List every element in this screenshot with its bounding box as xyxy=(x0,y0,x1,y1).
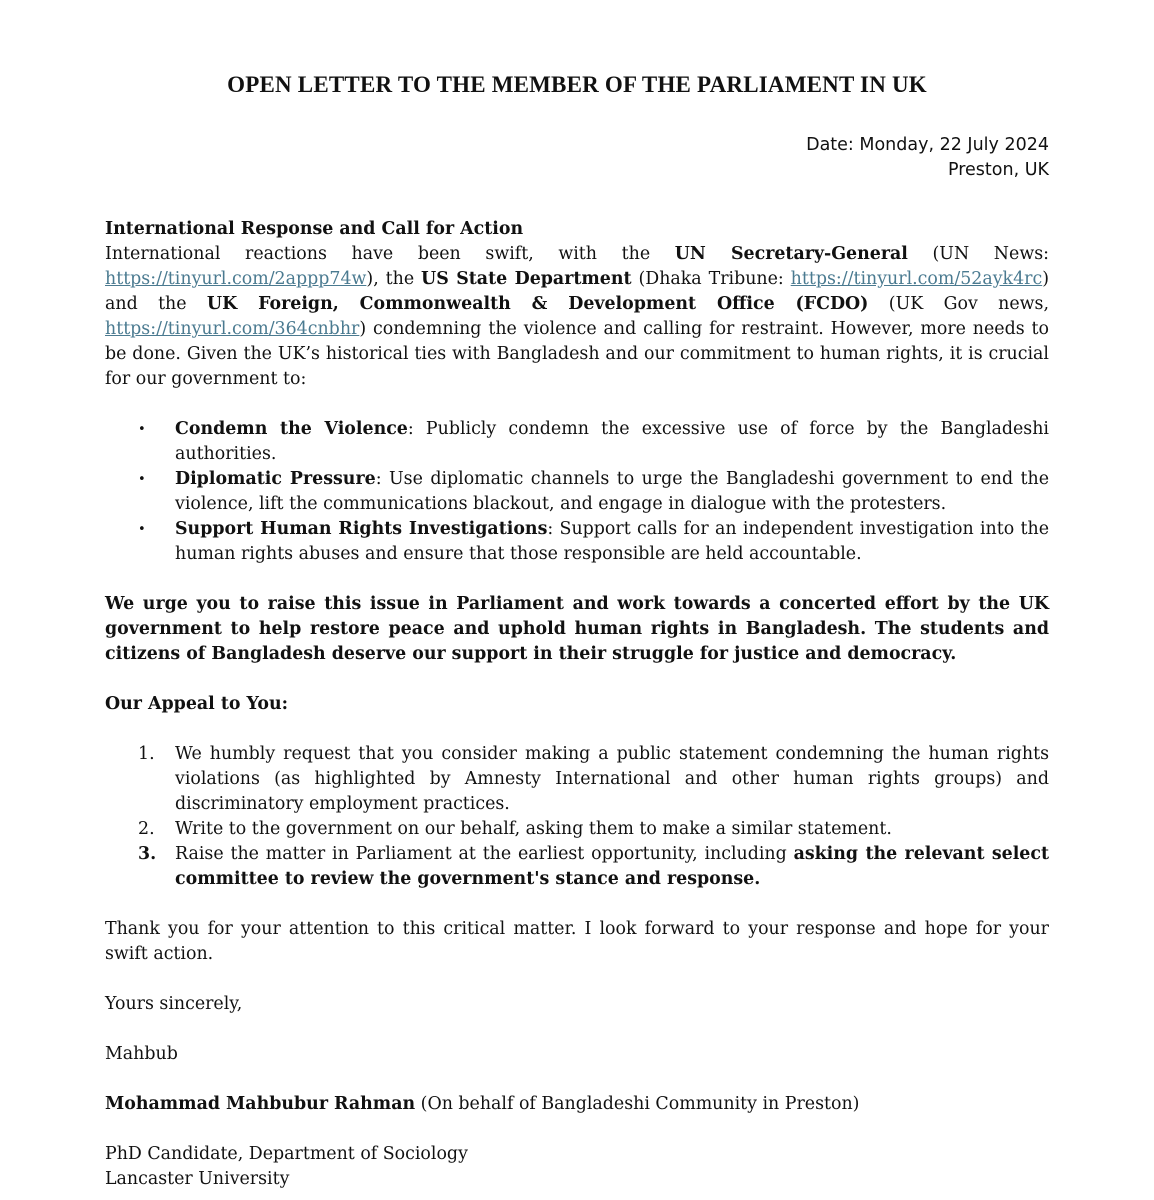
appeal-item xyxy=(105,817,1049,842)
section-heading: International Response and Call for Action xyxy=(105,219,524,239)
letter-body xyxy=(105,217,1049,1192)
closing-line: Yours sincerely, xyxy=(105,994,243,1014)
signer-name: Mohammad Mahbubur Rahman xyxy=(105,1094,416,1114)
dhaka-tribune-link[interactable]: https://tinyurl.com/52ayk4rc xyxy=(790,269,1043,289)
signature: Mahbub xyxy=(105,1044,178,1064)
appeal-item xyxy=(105,742,1049,817)
para-text: (Dhaka Tribune: xyxy=(631,269,791,289)
bullet-title: Diplomatic Pressure xyxy=(175,469,376,489)
appeal-item xyxy=(105,842,1049,892)
uk-fcdo: UK Foreign, Commonwealth & Development Office (FCDO) xyxy=(206,294,869,314)
us-state-department: US State Department xyxy=(421,269,632,289)
thanks-paragraph: Thank you for your attention to this critical matter. I look forward to your response and hope for your swift action. xyxy=(105,919,1049,964)
spacer xyxy=(105,567,1049,592)
signer-line xyxy=(105,1092,1049,1117)
bullet-item xyxy=(105,467,1049,517)
spacer xyxy=(105,717,1049,742)
spacer xyxy=(105,892,1049,917)
bullet-icon: • xyxy=(138,522,146,537)
signer-note: (On behalf of Bangladeshi Community in Preston) xyxy=(415,1094,860,1114)
bullet-title: Support Human Rights Investigations xyxy=(175,519,548,539)
spacer xyxy=(105,1067,1049,1092)
bullet-item xyxy=(105,417,1049,467)
para-text: (UN News: xyxy=(907,244,1049,264)
appeal-text: We humbly request that you consider making a public statement condemning the human rights violations (as highlighted by Amnesty International and other human rights groups) and discriminatory employment practices. xyxy=(175,744,1049,814)
para-text: (UK Gov news, xyxy=(868,294,1049,314)
para-text: ), the xyxy=(366,269,422,289)
un-secretary-general: UN Secretary-General xyxy=(674,244,908,264)
spacer xyxy=(105,1117,1049,1142)
spacer xyxy=(105,392,1049,417)
appeal-text: Raise the matter in Parliament at the earliest opportunity, including xyxy=(175,844,794,864)
urge-paragraph: We urge you to raise this issue in Parliament and work towards a concerted effort by the UK government to help restore peace and uphold human rights in Bangladesh. The students and citizens of Bangladesh deserve our support in their struggle for justice and democracy. xyxy=(105,594,1049,664)
action-bullet-list xyxy=(105,417,1049,567)
bullet-text: : Publicly condemn the excessive use of force by the Bangladeshi authorities. xyxy=(175,419,1049,464)
para-text: International reactions have been swift, with the xyxy=(105,244,675,264)
appeal-number: 1. xyxy=(138,744,155,764)
bullet-item xyxy=(105,517,1049,567)
bullet-icon: • xyxy=(138,472,146,487)
appeal-number: 2. xyxy=(138,819,155,839)
appeal-bold-text: asking the relevant select committee to review the government's stance and response. xyxy=(175,844,1049,889)
bullet-text: : Support calls for an independent investigation into the human rights abuses and ensure that those responsible are held accountable. xyxy=(175,519,1049,564)
signer-institution: Lancaster University xyxy=(105,1169,290,1189)
appeal-text: Write to the government on our behalf, asking them to make a similar statement. xyxy=(175,819,892,839)
signer-title: PhD Candidate, Department of Sociology xyxy=(105,1144,468,1164)
place-line: Preston, UK xyxy=(947,160,1049,180)
spacer xyxy=(105,1017,1049,1042)
para-text: ) condemning the violence and calling for restraint. However, more needs to be done. Given the UK’s historical ties with Bangladesh and our commitment to human rights, it is crucial for our government to: xyxy=(105,319,1049,389)
uk-gov-news-link[interactable]: https://tinyurl.com/364cnbhr xyxy=(105,319,360,339)
bullet-text: : Use diplomatic channels to urge the Bangladeshi government to end the violence, lift the communications blackout, and engage in dialogue with the protesters. xyxy=(175,469,1049,514)
spacer xyxy=(105,967,1049,992)
spacer xyxy=(105,667,1049,692)
bullet-icon: • xyxy=(138,422,146,437)
international-response-paragraph xyxy=(105,242,1049,392)
para-text: ) and the xyxy=(105,269,1049,314)
bullet-title: Condemn the Violence xyxy=(175,419,408,439)
appeal-number: 3. xyxy=(138,844,157,864)
un-news-link[interactable]: https://tinyurl.com/2appp74w xyxy=(105,269,367,289)
appeal-list xyxy=(105,742,1049,892)
letter-title: OPEN LETTER TO THE MEMBER OF THE PARLIAMENT IN UK xyxy=(227,72,927,97)
date-place-block xyxy=(806,133,1049,183)
appeal-heading: Our Appeal to You: xyxy=(105,694,289,714)
date-line: Date: Monday, 22 July 2024 xyxy=(806,135,1049,155)
